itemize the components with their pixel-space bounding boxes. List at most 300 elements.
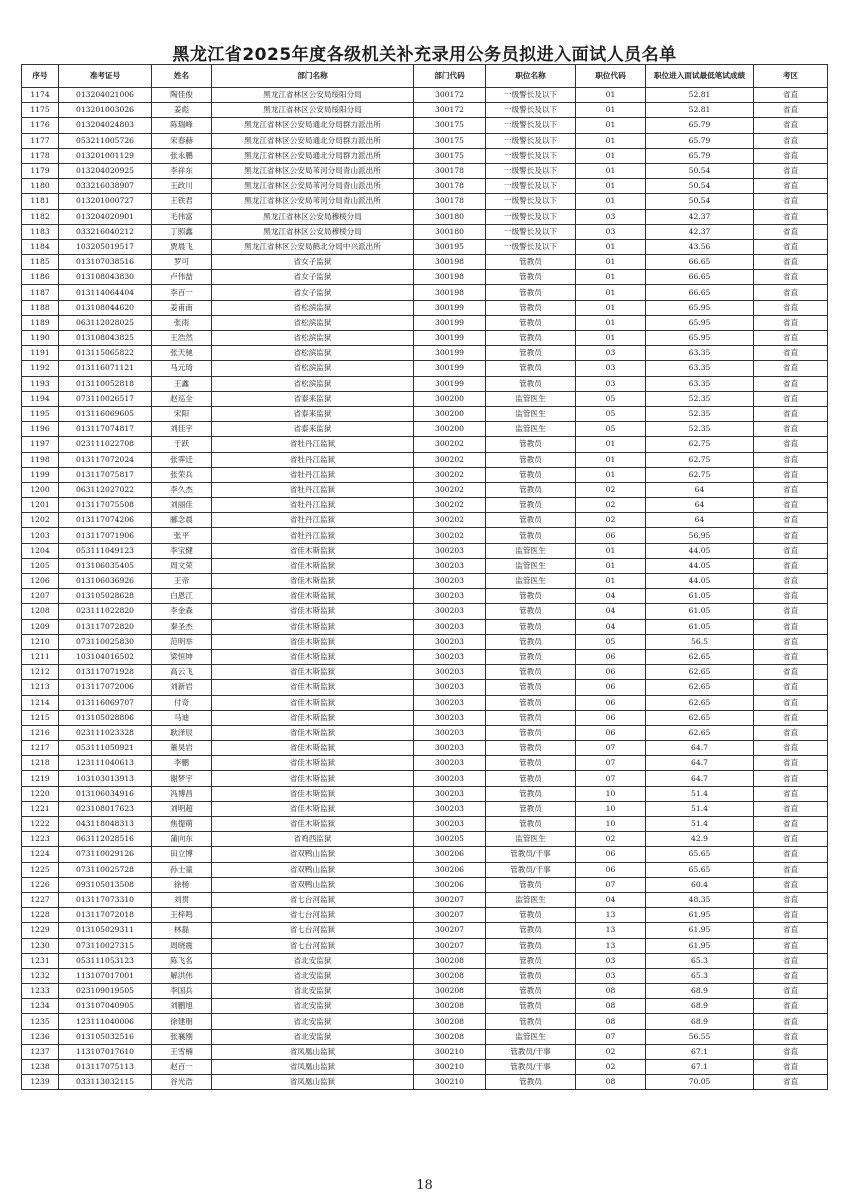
- cell-seq: 1221: [22, 801, 59, 816]
- cell-position-code: 01: [576, 88, 646, 103]
- cell-dept-code: 300175: [414, 148, 486, 163]
- cell-position-code: 03: [576, 376, 646, 391]
- table-row: [22, 543, 828, 558]
- cell-position-code: 01: [576, 133, 646, 148]
- cell-ticket: 013108043825: [59, 331, 152, 346]
- cell-position-code: 08: [576, 999, 646, 1014]
- cell-position-code: 03: [576, 209, 646, 224]
- cell-position-code: 01: [576, 270, 646, 285]
- cell-name: 刘新岩: [152, 680, 212, 695]
- table-row: [22, 467, 828, 482]
- cell-seq: 1224: [22, 847, 59, 862]
- cell-position-code: 01: [576, 239, 646, 254]
- cell-dept: 省牡丹江监狱: [212, 437, 414, 452]
- cell-dept: 省七台河监狱: [212, 938, 414, 953]
- cell-area: 省直: [754, 194, 828, 209]
- table-row: [22, 817, 828, 832]
- cell-name: 马元琦: [152, 361, 212, 376]
- cell-position: 管教员: [486, 376, 576, 391]
- table-row: [22, 999, 828, 1014]
- header-dept: 部门名称: [212, 65, 414, 88]
- cell-dept: 省女子监狱: [212, 255, 414, 270]
- cell-seq: 1214: [22, 695, 59, 710]
- cell-ticket: 013110052818: [59, 376, 152, 391]
- cell-seq: 1203: [22, 528, 59, 543]
- cell-name: 孙士童: [152, 862, 212, 877]
- cell-position: 管教员: [486, 255, 576, 270]
- cell-dept: 省佳木斯监狱: [212, 725, 414, 740]
- cell-dept: 省佳木斯监狱: [212, 649, 414, 664]
- cell-name: 周晓震: [152, 938, 212, 953]
- cell-position: 管教员: [486, 270, 576, 285]
- cell-ticket: 103103013913: [59, 771, 152, 786]
- cell-position: 管教员: [486, 315, 576, 330]
- cell-ticket: 013105028806: [59, 710, 152, 725]
- table-row: [22, 680, 828, 695]
- cell-name: 高云飞: [152, 665, 212, 680]
- cell-name: 王雪楠: [152, 1044, 212, 1059]
- cell-area: 省直: [754, 163, 828, 178]
- cell-position: 管教员: [486, 984, 576, 999]
- cell-min-score: 64.7: [646, 741, 754, 756]
- cell-name: 白恩江: [152, 589, 212, 604]
- cell-position-code: 01: [576, 194, 646, 209]
- cell-area: 省直: [754, 953, 828, 968]
- cell-ticket: 013117072024: [59, 452, 152, 467]
- header-position: 职位名称: [486, 65, 576, 88]
- cell-min-score: 67.1: [646, 1044, 754, 1059]
- cell-name: 李国兵: [152, 984, 212, 999]
- table-row: [22, 923, 828, 938]
- cell-seq: 1185: [22, 255, 59, 270]
- cell-min-score: 64.7: [646, 756, 754, 771]
- cell-seq: 1208: [22, 604, 59, 619]
- table-row: [22, 649, 828, 664]
- cell-dept-code: 300203: [414, 725, 486, 740]
- cell-ticket: 013204020901: [59, 209, 152, 224]
- table-row: [22, 513, 828, 528]
- cell-dept-code: 300180: [414, 224, 486, 239]
- cell-position: 管教员: [486, 741, 576, 756]
- cell-min-score: 65.95: [646, 300, 754, 315]
- cell-position-code: 01: [576, 437, 646, 452]
- cell-ticket: 023109019505: [59, 984, 152, 999]
- table-body: [22, 88, 828, 1090]
- cell-min-score: 42.37: [646, 224, 754, 239]
- cell-seq: 1184: [22, 239, 59, 254]
- cell-dept-code: 300207: [414, 923, 486, 938]
- cell-name: 宋春赫: [152, 133, 212, 148]
- cell-area: 省直: [754, 391, 828, 406]
- cell-name: 李祥东: [152, 163, 212, 178]
- cell-position-code: 01: [576, 315, 646, 330]
- cell-position-code: 06: [576, 649, 646, 664]
- cell-min-score: 52.35: [646, 391, 754, 406]
- cell-name: 蒲向东: [152, 832, 212, 847]
- cell-seq: 1236: [22, 1029, 59, 1044]
- cell-ticket: 073110026517: [59, 391, 152, 406]
- cell-dept: 省双鸭山监狱: [212, 862, 414, 877]
- cell-dept-code: 300202: [414, 437, 486, 452]
- table-row: [22, 452, 828, 467]
- cell-name: 陈飞名: [152, 953, 212, 968]
- cell-ticket: 013117072820: [59, 619, 152, 634]
- cell-area: 省直: [754, 285, 828, 300]
- cell-ticket: 033216038907: [59, 179, 152, 194]
- cell-min-score: 52.35: [646, 422, 754, 437]
- cell-ticket: 013115065822: [59, 346, 152, 361]
- cell-min-score: 51.4: [646, 817, 754, 832]
- cell-name: 于跃: [152, 437, 212, 452]
- cell-name: 徐建朋: [152, 1014, 212, 1029]
- cell-ticket: 063112028516: [59, 832, 152, 847]
- cell-position: 一级警长及以下: [486, 148, 576, 163]
- cell-dept: 黑龙江省林区公安局穆棱分局: [212, 209, 414, 224]
- table-row: [22, 361, 828, 376]
- cell-area: 省直: [754, 452, 828, 467]
- cell-seq: 1193: [22, 376, 59, 391]
- cell-dept: 省佳木斯监狱: [212, 604, 414, 619]
- cell-dept: 黑龙江省林区公安局穆棱分局: [212, 224, 414, 239]
- cell-area: 省直: [754, 589, 828, 604]
- cell-name: 秦圣杰: [152, 619, 212, 634]
- cell-name: 耿泽辰: [152, 725, 212, 740]
- cell-ticket: 023111022708: [59, 437, 152, 452]
- cell-name: 姜彪: [152, 103, 212, 118]
- cell-dept-code: 300206: [414, 877, 486, 892]
- cell-dept: 省佳木斯监狱: [212, 589, 414, 604]
- cell-dept: 省佳木斯监狱: [212, 543, 414, 558]
- cell-position: 监管医生: [486, 391, 576, 406]
- cell-name: 范明举: [152, 634, 212, 649]
- cell-area: 省直: [754, 695, 828, 710]
- table-row: [22, 270, 828, 285]
- cell-dept-code: 300208: [414, 984, 486, 999]
- table-row: [22, 285, 828, 300]
- cell-dept-code: 300199: [414, 300, 486, 315]
- cell-area: 省直: [754, 406, 828, 421]
- cell-position: 管教员: [486, 437, 576, 452]
- cell-position: 一级警长及以下: [486, 239, 576, 254]
- cell-area: 省直: [754, 938, 828, 953]
- cell-dept-code: 300200: [414, 406, 486, 421]
- cell-min-score: 52.81: [646, 88, 754, 103]
- cell-dept: 省佳木斯监狱: [212, 741, 414, 756]
- document-title: 黑龙江省2025年度各级机关补充录用公务员拟进入面试人员名单: [172, 45, 677, 65]
- cell-position: 监管医生: [486, 892, 576, 907]
- cell-position: 一级警长及以下: [486, 224, 576, 239]
- page-number: 18: [416, 1178, 433, 1193]
- cell-dept: 省佳木斯监狱: [212, 817, 414, 832]
- cell-position: 监管医生: [486, 422, 576, 437]
- table-row: [22, 710, 828, 725]
- cell-position: 一级警长及以下: [486, 163, 576, 178]
- cell-name: 李百一: [152, 285, 212, 300]
- table-row: [22, 756, 828, 771]
- cell-seq: 1229: [22, 923, 59, 938]
- cell-position: 监管医生: [486, 1029, 576, 1044]
- cell-seq: 1238: [22, 1060, 59, 1075]
- cell-area: 省直: [754, 817, 828, 832]
- cell-area: 省直: [754, 239, 828, 254]
- cell-min-score: 65.95: [646, 331, 754, 346]
- table-row: [22, 877, 828, 892]
- cell-name: 刘贯: [152, 892, 212, 907]
- cell-min-score: 50.54: [646, 179, 754, 194]
- cell-area: 省直: [754, 862, 828, 877]
- table-row: [22, 589, 828, 604]
- cell-position-code: 01: [576, 148, 646, 163]
- table-row: [22, 422, 828, 437]
- cell-dept-code: 300208: [414, 999, 486, 1014]
- cell-dept: 省佳木斯监狱: [212, 756, 414, 771]
- table-row: [22, 968, 828, 983]
- cell-name: 王帝: [152, 574, 212, 589]
- table-row: [22, 300, 828, 315]
- cell-dept-code: 300202: [414, 467, 486, 482]
- cell-ticket: 013114064404: [59, 285, 152, 300]
- cell-dept-code: 300207: [414, 938, 486, 953]
- cell-ticket: 013117071906: [59, 528, 152, 543]
- cell-position: 管教员: [486, 908, 576, 923]
- cell-ticket: 073110025728: [59, 862, 152, 877]
- cell-seq: 1192: [22, 361, 59, 376]
- cell-name: 张荣兵: [152, 467, 212, 482]
- cell-seq: 1202: [22, 513, 59, 528]
- cell-ticket: 013105032516: [59, 1029, 152, 1044]
- cell-area: 省直: [754, 118, 828, 133]
- cell-min-score: 44.05: [646, 574, 754, 589]
- cell-position: 管教员: [486, 725, 576, 740]
- cell-position-code: 07: [576, 771, 646, 786]
- cell-dept-code: 300203: [414, 543, 486, 558]
- cell-dept: 省凤凰山监狱: [212, 1075, 414, 1090]
- table-row: [22, 376, 828, 391]
- cell-name: 王鑫: [152, 376, 212, 391]
- cell-min-score: 65.79: [646, 148, 754, 163]
- cell-dept-code: 300210: [414, 1075, 486, 1090]
- cell-seq: 1222: [22, 817, 59, 832]
- cell-dept-code: 300210: [414, 1044, 486, 1059]
- cell-dept-code: 300202: [414, 482, 486, 497]
- cell-seq: 1182: [22, 209, 59, 224]
- cell-name: 卢伟喆: [152, 270, 212, 285]
- table-row: [22, 315, 828, 330]
- cell-name: 王浩然: [152, 331, 212, 346]
- cell-ticket: 013204021006: [59, 88, 152, 103]
- cell-position-code: 02: [576, 513, 646, 528]
- cell-position: 管教员: [486, 619, 576, 634]
- cell-area: 省直: [754, 361, 828, 376]
- cell-ticket: 013117075508: [59, 498, 152, 513]
- cell-seq: 1218: [22, 756, 59, 771]
- cell-position: 监管医生: [486, 406, 576, 421]
- cell-name: 刘丽佳: [152, 498, 212, 513]
- cell-area: 省直: [754, 756, 828, 771]
- cell-name: 林磊: [152, 923, 212, 938]
- table-row: [22, 832, 828, 847]
- cell-area: 省直: [754, 604, 828, 619]
- cell-dept-code: 300208: [414, 953, 486, 968]
- cell-seq: 1233: [22, 984, 59, 999]
- cell-name: 徐杨: [152, 877, 212, 892]
- cell-name: 宋阳: [152, 406, 212, 421]
- cell-position: 管教员: [486, 452, 576, 467]
- cell-ticket: 013117074817: [59, 422, 152, 437]
- cell-name: 张天驰: [152, 346, 212, 361]
- cell-dept-code: 300202: [414, 498, 486, 513]
- cell-name: 刘鹏旭: [152, 999, 212, 1014]
- table-row: [22, 741, 828, 756]
- cell-position: 监管医生: [486, 543, 576, 558]
- cell-position: 一级警长及以下: [486, 103, 576, 118]
- table-row: [22, 908, 828, 923]
- table-row: [22, 148, 828, 163]
- cell-dept-code: 300180: [414, 209, 486, 224]
- cell-dept: 省佳木斯监狱: [212, 771, 414, 786]
- cell-position-code: 03: [576, 346, 646, 361]
- cell-ticket: 013105029311: [59, 923, 152, 938]
- cell-dept-code: 300203: [414, 665, 486, 680]
- cell-seq: 1207: [22, 589, 59, 604]
- cell-min-score: 65.95: [646, 315, 754, 330]
- cell-seq: 1186: [22, 270, 59, 285]
- cell-dept: 省松滨监狱: [212, 315, 414, 330]
- cell-min-score: 43.56: [646, 239, 754, 254]
- cell-position: 管教员: [486, 513, 576, 528]
- cell-position-code: 01: [576, 543, 646, 558]
- cell-name: 冯博昌: [152, 786, 212, 801]
- table-row: [22, 209, 828, 224]
- table-row: [22, 604, 828, 619]
- cell-position-code: 04: [576, 892, 646, 907]
- cell-seq: 1191: [22, 346, 59, 361]
- cell-position-code: 01: [576, 118, 646, 133]
- cell-area: 省直: [754, 467, 828, 482]
- cell-seq: 1189: [22, 315, 59, 330]
- cell-ticket: 103205019517: [59, 239, 152, 254]
- cell-ticket: 013117075817: [59, 467, 152, 482]
- table-row: [22, 406, 828, 421]
- cell-area: 省直: [754, 574, 828, 589]
- table-row: [22, 133, 828, 148]
- cell-seq: 1197: [22, 437, 59, 452]
- cell-ticket: 013116071121: [59, 361, 152, 376]
- cell-name: 赵百一: [152, 1060, 212, 1075]
- cell-dept: 省女子监狱: [212, 285, 414, 300]
- cell-area: 省直: [754, 224, 828, 239]
- table-row: [22, 1060, 828, 1075]
- cell-area: 省直: [754, 255, 828, 270]
- cell-seq: 1211: [22, 649, 59, 664]
- table-row: [22, 528, 828, 543]
- cell-dept: 省佳木斯监狱: [212, 665, 414, 680]
- cell-position-code: 10: [576, 817, 646, 832]
- cell-area: 省直: [754, 665, 828, 680]
- cell-ticket: 013201000727: [59, 194, 152, 209]
- cell-position-code: 05: [576, 391, 646, 406]
- cell-name: 张襄刚: [152, 1029, 212, 1044]
- table-row: [22, 847, 828, 862]
- cell-seq: 1220: [22, 786, 59, 801]
- cell-position-code: 05: [576, 634, 646, 649]
- cell-ticket: 073110029126: [59, 847, 152, 862]
- table-row: [22, 892, 828, 907]
- cell-position: 管教员: [486, 923, 576, 938]
- table-row: [22, 1044, 828, 1059]
- cell-dept-code: 300203: [414, 771, 486, 786]
- cell-dept: 黑龙江省林区公安局通北分局群力派出所: [212, 118, 414, 133]
- cell-seq: 1199: [22, 467, 59, 482]
- cell-dept: 省松滨监狱: [212, 376, 414, 391]
- cell-position-code: 03: [576, 361, 646, 376]
- cell-dept: 省泰来监狱: [212, 422, 414, 437]
- cell-dept: 省佳木斯监狱: [212, 558, 414, 573]
- cell-ticket: 013117075113: [59, 1060, 152, 1075]
- cell-min-score: 70.05: [646, 1075, 754, 1090]
- cell-position-code: 02: [576, 1044, 646, 1059]
- cell-ticket: 033113032115: [59, 1075, 152, 1090]
- cell-area: 省直: [754, 1014, 828, 1029]
- cell-ticket: 123111040613: [59, 756, 152, 771]
- cell-min-score: 51.4: [646, 801, 754, 816]
- cell-seq: 1188: [22, 300, 59, 315]
- cell-seq: 1200: [22, 482, 59, 497]
- cell-seq: 1181: [22, 194, 59, 209]
- cell-position: 监管医生: [486, 832, 576, 847]
- header-dept-code: 部门代码: [414, 65, 486, 88]
- cell-position: 管教员: [486, 756, 576, 771]
- cell-dept-code: 300172: [414, 88, 486, 103]
- cell-position-code: 07: [576, 756, 646, 771]
- cell-area: 省直: [754, 543, 828, 558]
- cell-dept: 省七台河监狱: [212, 923, 414, 938]
- table-row: [22, 1014, 828, 1029]
- cell-dept-code: 300195: [414, 239, 486, 254]
- cell-position: 管教员: [486, 999, 576, 1014]
- cell-min-score: 65.79: [646, 133, 754, 148]
- cell-dept-code: 300200: [414, 391, 486, 406]
- cell-dept-code: 300208: [414, 1014, 486, 1029]
- cell-dept-code: 300203: [414, 786, 486, 801]
- cell-seq: 1234: [22, 999, 59, 1014]
- cell-name: 郦念晨: [152, 513, 212, 528]
- cell-ticket: 013117072018: [59, 908, 152, 923]
- cell-seq: 1225: [22, 862, 59, 877]
- cell-dept: 省北安监狱: [212, 968, 414, 983]
- cell-dept-code: 300203: [414, 680, 486, 695]
- table-header-row: [22, 65, 828, 88]
- cell-min-score: 62.65: [646, 695, 754, 710]
- cell-seq: 1232: [22, 968, 59, 983]
- cell-position-code: 03: [576, 968, 646, 983]
- cell-name: 刘佳宇: [152, 422, 212, 437]
- cell-name: 张永鹏: [152, 148, 212, 163]
- cell-min-score: 62.75: [646, 467, 754, 482]
- cell-seq: 1179: [22, 163, 59, 178]
- cell-seq: 1209: [22, 619, 59, 634]
- cell-name: 贾晨飞: [152, 239, 212, 254]
- cell-seq: 1190: [22, 331, 59, 346]
- cell-min-score: 64: [646, 498, 754, 513]
- cell-position-code: 01: [576, 574, 646, 589]
- cell-area: 省直: [754, 331, 828, 346]
- cell-min-score: 65.65: [646, 862, 754, 877]
- cell-position: 一级警长及以下: [486, 88, 576, 103]
- cell-position: 管教员: [486, 331, 576, 346]
- cell-min-score: 62.65: [646, 710, 754, 725]
- cell-area: 省直: [754, 741, 828, 756]
